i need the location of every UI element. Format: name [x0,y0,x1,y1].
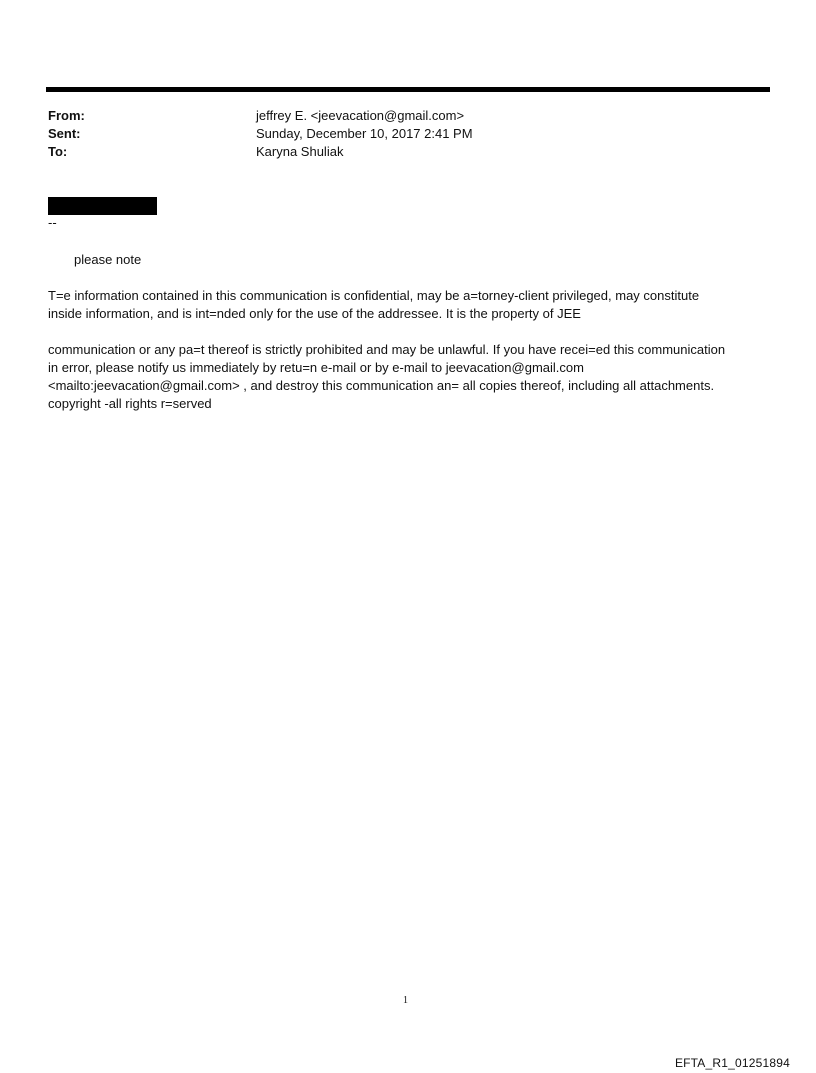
disclaimer-paragraph-2 [48,341,773,413]
disclaimer-line: copyright -all rights r=served [48,396,212,411]
disclaimer-line: T=e information contained in this communication is confidential, may be a=torney-client privileged, may constitute [48,288,700,303]
disclaimer-line: <mailto:jeevacation@gmail.com> , and destroy this communication an= all copies thereof, including all attachments. [48,378,715,393]
disclaimer-line: inside information, and is int=nded only for the use of the addressee. It is the property of JEE [48,306,581,321]
sent-label: Sent: [48,126,81,141]
disclaimer-paragraph-1 [48,287,773,323]
from-label: From: [48,108,85,123]
from-value: jeffrey E. <jeevacation@gmail.com> [256,108,465,123]
sent-value: Sunday, December 10, 2017 2:41 PM [256,126,473,141]
from-row [48,106,768,126]
signature-separator: -- [48,215,57,230]
to-value: Karyna Shuliak [256,144,344,159]
page-number: 1 [403,995,408,1006]
sent-row [48,124,768,144]
to-label: To: [48,144,68,159]
disclaimer-line: in error, please notify us immediately by retu=n e-mail or by e-mail to jeevacation@gmail.com [48,360,584,375]
disclaimer-line: communication or any pa=t thereof is strictly prohibited and may be unlawful. If you have recei=ed this communication [48,342,726,357]
header-divider [46,87,770,92]
redaction-box [48,197,157,215]
to-row [48,142,768,162]
note-text: please note [74,252,142,267]
bates-number: EFTA_R1_01251894 [674,1056,790,1070]
